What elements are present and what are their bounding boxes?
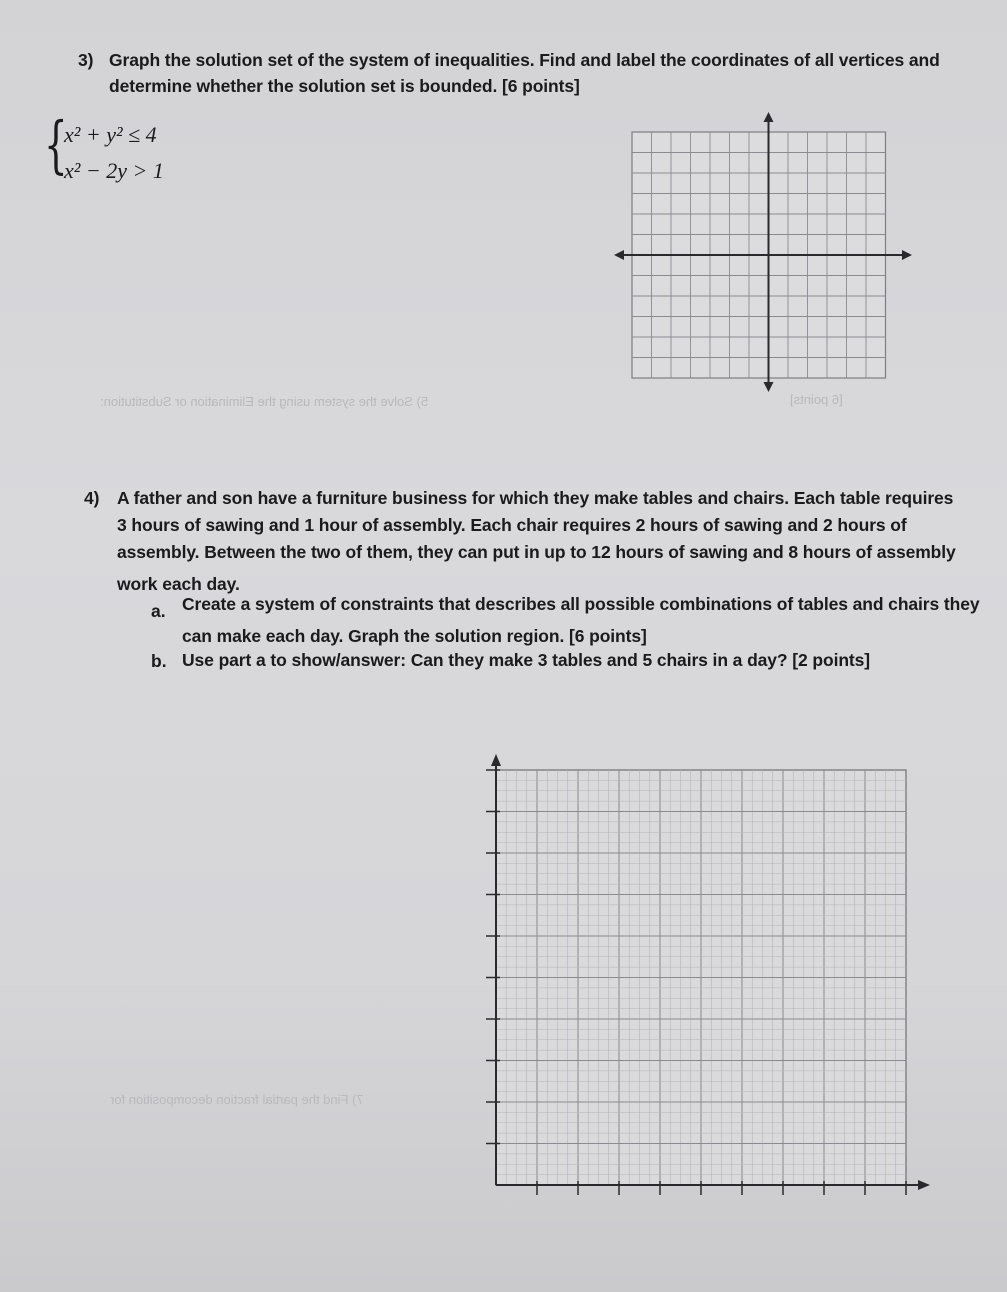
y-axis-down-arrow bbox=[764, 382, 774, 392]
bleed-through-text: 5) Solve the system using the Elimination or Substitution: bbox=[100, 394, 429, 409]
coordinate-grid-1[interactable] bbox=[612, 110, 918, 400]
y-axis-up-arrow bbox=[764, 112, 774, 122]
x-axis-right-arrow bbox=[902, 250, 912, 260]
question-4-text-line-4: work each day. bbox=[117, 574, 240, 594]
question-4-text-line-3: assembly. Between the two of them, they can put in up to 12 hours of sawing and 8 hours of assembly bbox=[117, 542, 956, 562]
question-4-number: 4) bbox=[84, 488, 100, 508]
x-axis-left-arrow bbox=[614, 250, 624, 260]
bleed-through-text: [6 points] bbox=[790, 392, 843, 407]
x-axis-arrow bbox=[918, 1180, 930, 1190]
coordinate-grid-2[interactable] bbox=[474, 748, 934, 1208]
question-3-text-line-1: Graph the solution set of the system of inequalities. Find and label the coordinates of all vertices and bbox=[109, 50, 940, 70]
bleed-through-text: 7) Find the partial fraction decomposition for bbox=[110, 1092, 364, 1107]
part-a-text-line-2: can make each day. Graph the solution region. [6 points] bbox=[182, 626, 647, 646]
part-b-text-line-1: Use part a to show/answer: Can they make 3 tables and 5 chairs in a day? [2 points] bbox=[182, 650, 871, 670]
inequality-2: x² − 2y > 1 bbox=[64, 158, 164, 183]
question-3-number: 3) bbox=[78, 50, 94, 70]
question-4-text-line-2: 3 hours of sawing and 1 hour of assembly. Each chair requires 2 hours of sawing and 2 hours of bbox=[117, 515, 907, 535]
y-axis-arrow bbox=[491, 754, 501, 766]
part-a-letter: a. bbox=[151, 601, 166, 621]
inequality-system bbox=[44, 108, 204, 192]
part-a-text-line-1: Create a system of constraints that describes all possible combinations of tables and chairs they bbox=[182, 594, 980, 614]
question-3-text-line-2: determine whether the solution set is bounded. [6 points] bbox=[109, 76, 580, 96]
left-brace: { bbox=[44, 108, 68, 181]
question-4-text-line-1: A father and son have a furniture business for which they make tables and chairs. Each table requires bbox=[117, 488, 954, 508]
part-b-letter: b. bbox=[151, 651, 167, 671]
inequality-1: x² + y² ≤ 4 bbox=[64, 122, 157, 147]
